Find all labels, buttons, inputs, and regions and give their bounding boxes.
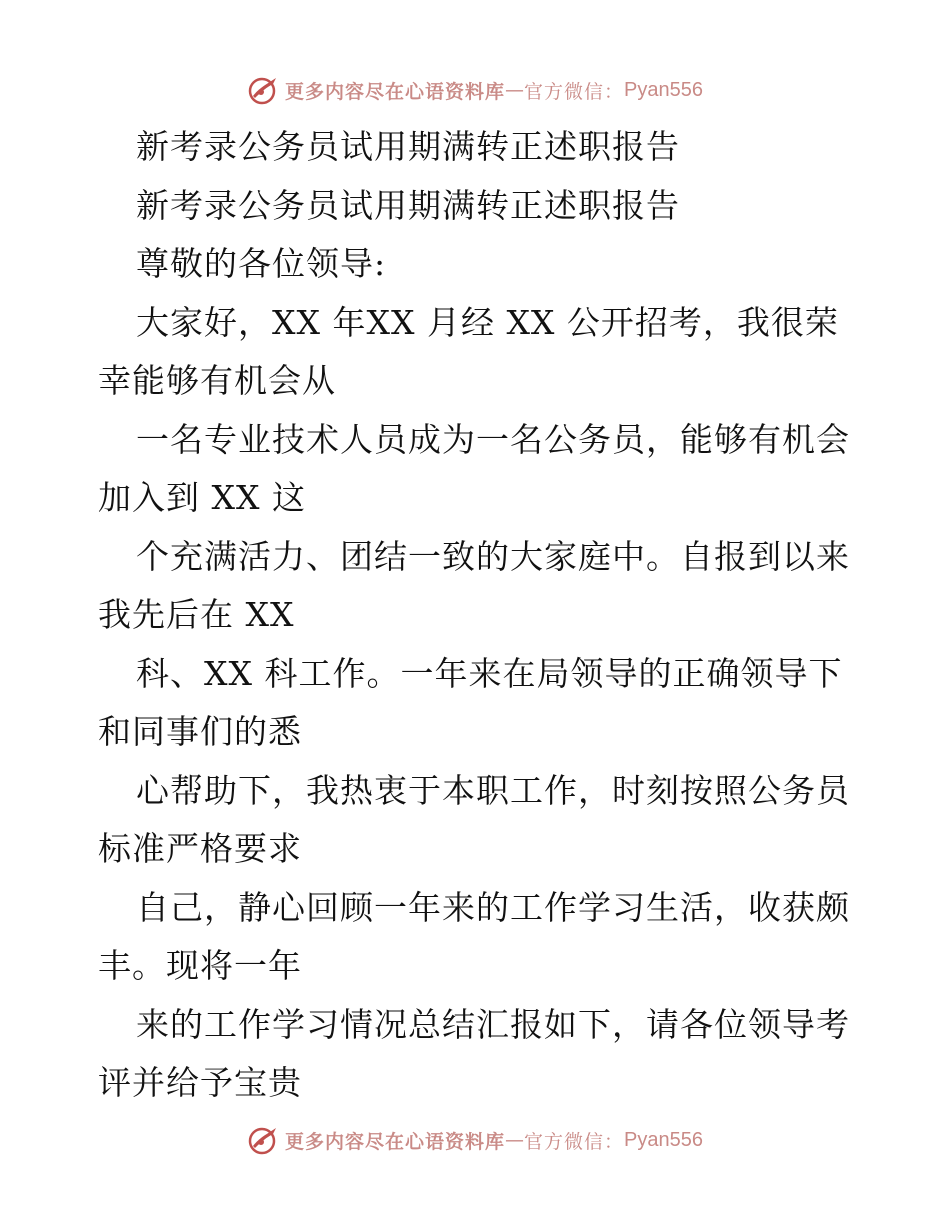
- watermark-separator: —: [505, 79, 525, 101]
- document-line: 幸能够有机会从: [98, 361, 336, 400]
- watermark-title: 更多内容尽在心语资料库: [285, 1130, 506, 1153]
- document-body: [98, 118, 858, 1113]
- watermark-wechat-id: Pyan556: [624, 78, 703, 101]
- document-line: 我先后在 XX: [98, 595, 295, 634]
- watermark-separator: —: [505, 1129, 525, 1151]
- document-line: 尊敬的各位领导:: [136, 244, 387, 283]
- pen-logo-icon: [247, 1124, 279, 1156]
- document-line: 自己，静心回顾一年来的工作学习生活，收获颇: [136, 887, 850, 927]
- document-line: 丰。现将一年: [98, 946, 302, 985]
- document-line: 新考录公务员试用期满转正述职报告: [136, 185, 680, 225]
- watermark-header: [0, 70, 950, 110]
- document-line: 个充满活力、团结一致的大家庭中。自报到以来: [136, 536, 850, 576]
- document-line: 一名专业技术人员成为一名公务员，能够有机会: [136, 419, 850, 459]
- document-line: 新考录公务员试用期满转正述职报告: [136, 127, 680, 166]
- watermark-title: 更多内容尽在心语资料库: [285, 80, 506, 103]
- watermark-label: 官方微信：: [524, 80, 625, 103]
- document-line: 标准严格要求: [98, 829, 302, 868]
- document-line: 评并给予宝贵: [98, 1063, 302, 1102]
- watermark-footer: [0, 1120, 950, 1160]
- document-line: 大家好，XX 年XX 月经 XX 公开招考，我很荣: [136, 302, 839, 342]
- watermark-label: 官方微信：: [524, 1130, 625, 1153]
- watermark-wechat-id: Pyan556: [624, 1128, 703, 1151]
- pen-logo-icon: [247, 74, 279, 106]
- document-line: 心帮助下，我热衷于本职工作，时刻按照公务员: [136, 770, 850, 810]
- document-line: 来的工作学习情况总结汇报如下，请各位领导考: [136, 1004, 850, 1044]
- document-line: 科、XX 科工作。一年来在局领导的正确领导下: [136, 653, 843, 693]
- document-line: 加入到 XX 这: [98, 478, 306, 517]
- document-line: 和同事们的悉: [98, 712, 302, 751]
